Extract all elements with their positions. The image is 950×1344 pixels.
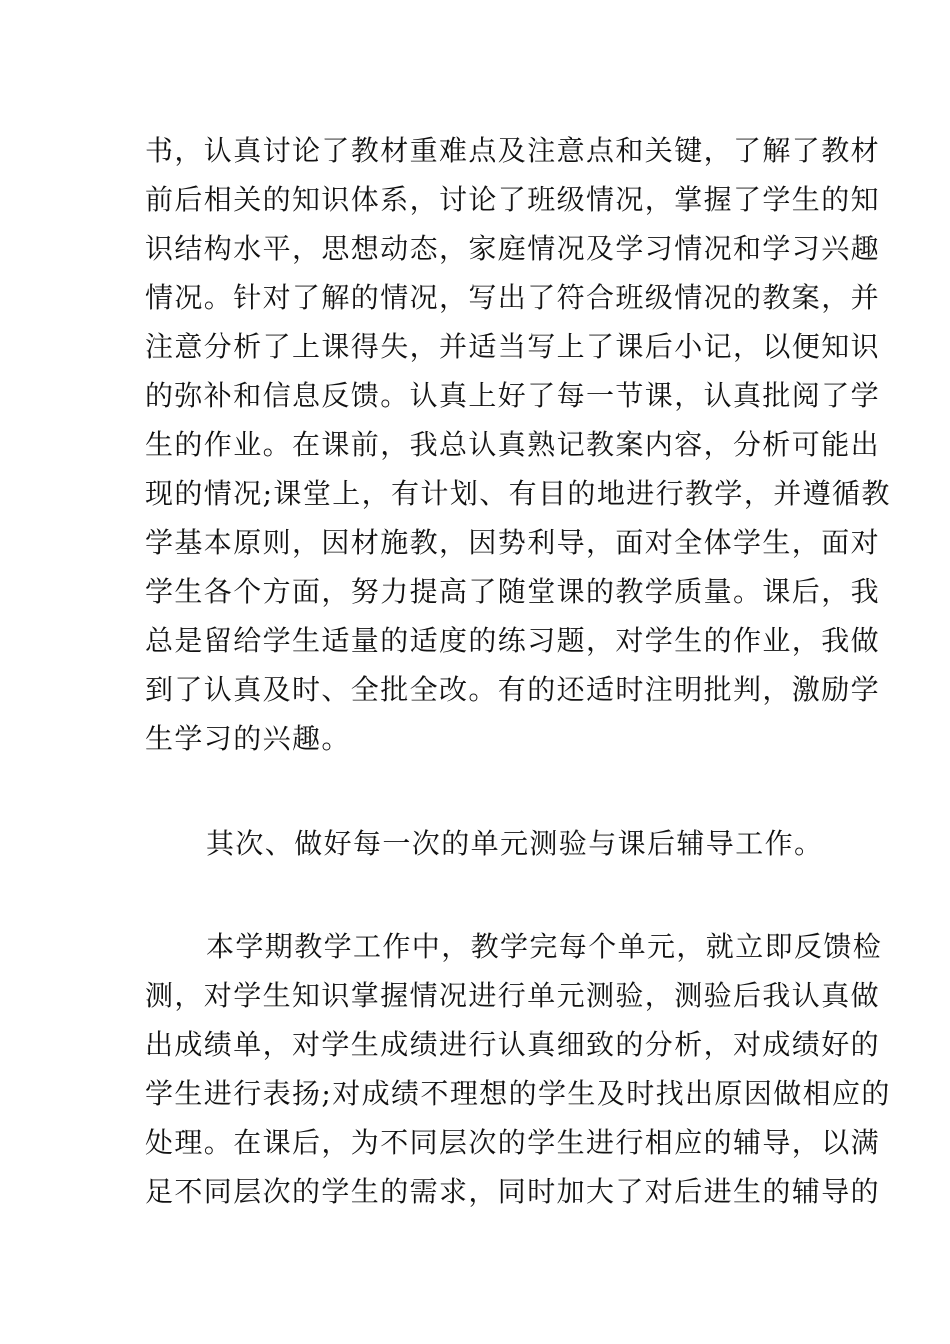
text-line: 本学期教学工作中，教学完每个单元，就立即反馈检 [206,930,883,963]
text-line: 情况。针对了解的情况，写出了符合班级情况的教案，并 [145,281,881,314]
text-line: 前后相关的知识体系，讨论了班级情况，掌握了学生的知 [145,183,881,216]
text-line: 生的作业。在课前，我总认真熟记教案内容，分析可能出 [145,428,881,461]
text-line: 出成绩单，对学生成绩进行认真细致的分析，对成绩好的 [145,1028,881,1061]
text-line: 足不同层次的学生的需求，同时加大了对后进生的辅导的 [145,1175,881,1208]
text-line: 现的情况;课堂上，有计划、有目的地进行教学，并遵循教 [145,477,891,510]
text-line: 注意分析了上课得失，并适当写上了课后小记，以便知识 [145,330,881,363]
text-line: 学生各个方面，努力提高了随堂课的教学质量。课后，我 [145,575,881,608]
text-line: 生学习的兴趣。 [145,722,351,755]
text-line: 学基本原则，因材施教，因势利导，面对全体学生，面对 [145,526,881,559]
section-heading: 其次、做好每一次的单元测验与课后辅导工作。 [206,827,824,860]
text-line: 到了认真及时、全批全改。有的还适时注明批判，激励学 [145,673,881,706]
text-line: 的弥补和信息反馈。认真上好了每一节课，认真批阅了学 [145,379,881,412]
text-line: 书，认真讨论了教材重难点及注意点和关键，了解了教材 [145,134,881,167]
text-line: 学生进行表扬;对成绩不理想的学生及时找出原因做相应的 [145,1077,891,1110]
text-line: 测，对学生知识掌握情况进行单元测验，测验后我认真做 [145,979,881,1012]
text-line: 处理。在课后，为不同层次的学生进行相应的辅导，以满 [145,1126,881,1159]
text-line: 总是留给学生适量的适度的练习题，对学生的作业，我做 [145,624,881,657]
text-line: 识结构水平，思想动态，家庭情况及学习情况和学习兴趣 [145,232,881,265]
